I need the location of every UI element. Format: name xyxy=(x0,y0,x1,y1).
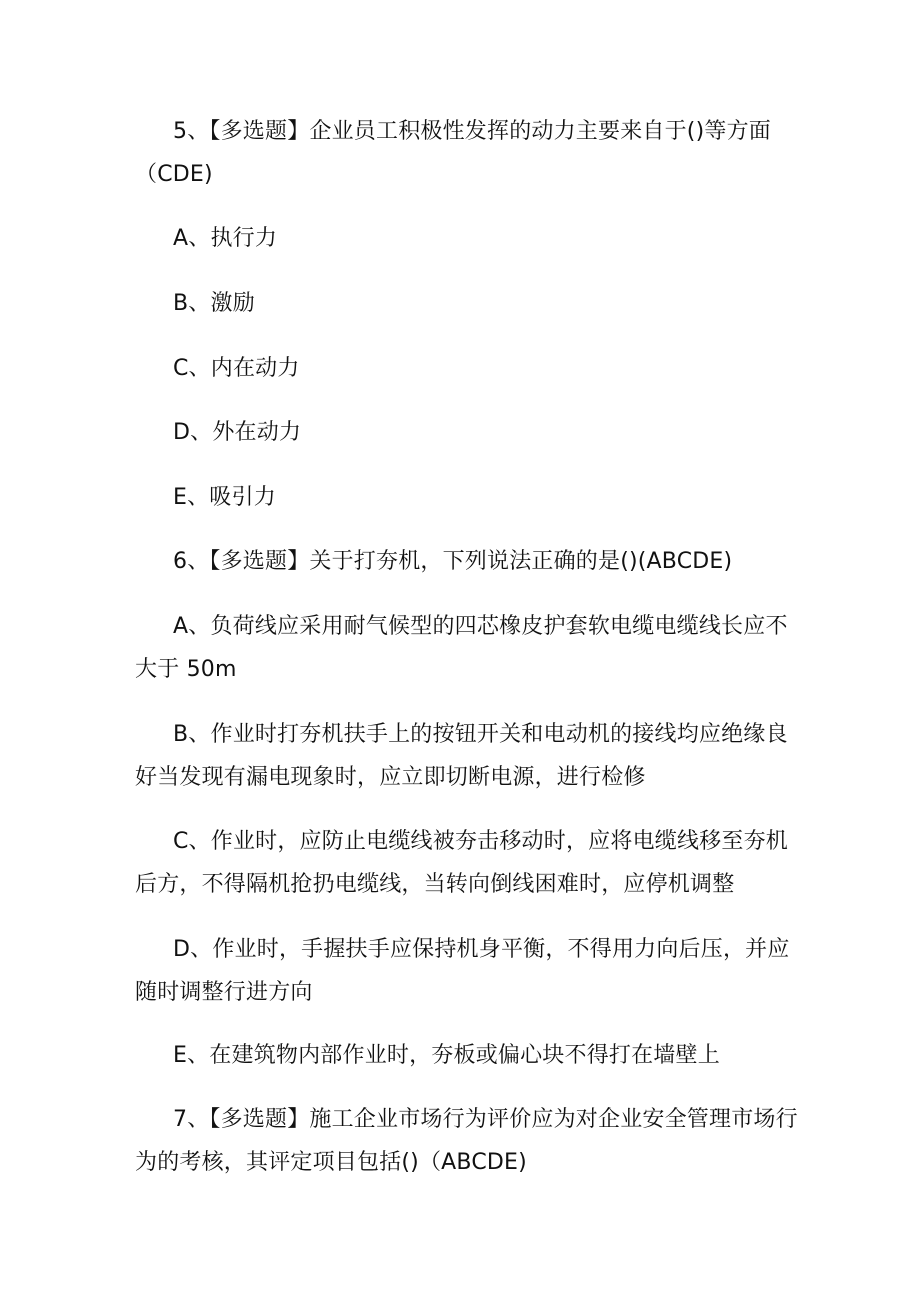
question-5-stem: 5、【多选题】企业员工积极性发挥的动力主要来自于()等方面（CDE) xyxy=(135,119,771,187)
question-6-option-c: C、作业时，应防止电缆线被夯击移动时，应将电缆线移至夯机后方，不得隔机抢扔电缆线，当转向倒线困难时，应停机调整 xyxy=(135,829,788,897)
question-5-option-d: D、外在动力 xyxy=(173,420,302,445)
question-6-option-a: A、负荷线应采用耐气候型的四芯橡皮护套软电缆电缆线长应不大于 50m xyxy=(135,614,788,682)
question-6-option-d: D、作业时，手握扶手应保持机身平衡，不得用力向后压，并应随时调整行进方向 xyxy=(135,937,790,1005)
question-5-option-c: C、内在动力 xyxy=(173,356,300,381)
question-7-stem: 7、【多选题】施工企业市场行为评价应为对企业安全管理市场行为的考核，其评定项目包括()（ABCDE) xyxy=(135,1107,798,1175)
question-5-option-b: B、激励 xyxy=(173,291,255,316)
question-5-option-a: A、执行力 xyxy=(173,226,278,251)
question-6-stem: 6、【多选题】关于打夯机，下列说法正确的是()(ABCDE) xyxy=(173,549,733,574)
question-6-option-b: B、作业时打夯机扶手上的按钮开关和电动机的接线均应绝缘良好当发现有漏电现象时，应立即切断电源，进行检修 xyxy=(135,722,788,790)
question-6-option-e: E、在建筑物内部作业时，夯板或偏心块不得打在墙壁上 xyxy=(173,1043,720,1068)
question-5-option-e: E、吸引力 xyxy=(173,485,276,510)
